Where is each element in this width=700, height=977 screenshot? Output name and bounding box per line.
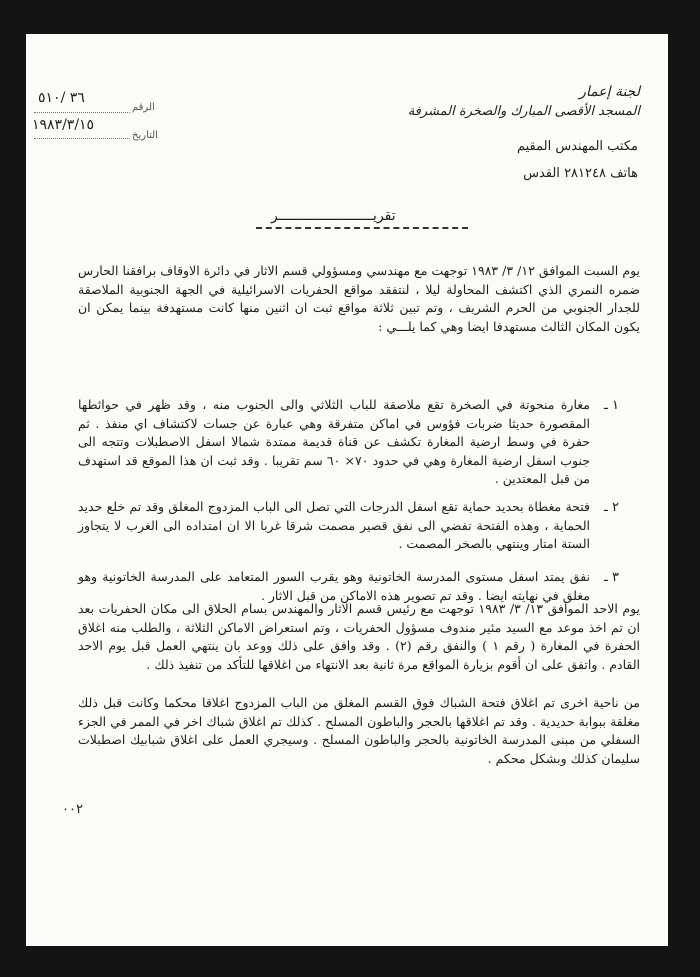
title-underline <box>256 227 468 229</box>
report-title: تقريـــــــــــــــــــــــر <box>271 208 396 224</box>
intro-paragraph: يوم السبت الموافق ١٢/ ٣/ ١٩٨٣ توجهت مع مهندسي ومسؤولي قسم الاثار في دائرة الاوقاف برافقنا الحارس ضمره النمري الذي اكتشف المحاولة ليلا ، لنتفقد مواقع الحفريات الاسرائيلية في الجهة الجنوبية الملاصقة للجدار الجنوبي من الحرم الشريف ، وتم تبين ثلاثة مواقع ثبت ان اثنين منها كانت مستهدفة بينما يمكن ان يكون المكان الثالث مستهدفا ايضا وهي كما يلـــي : <box>78 263 641 334</box>
reference-number: ٣٦ /٥١٠ <box>38 90 85 106</box>
phone-line: هاتف ٢٨١٢٤٨ القدس <box>523 166 638 181</box>
document-page <box>26 34 668 946</box>
item-1-paragraph: مغارة منحوتة في الصخرة تقع ملاصقة للباب الثلاثي والى الجنوب منه ، وقد ظهر في حوائطها المقصورة حديثا ضربات فؤوس في اماكن متفرقة وهي عبارة عن جسات لاكتشاف اي منفذ . ثم حفرة في وسط ارضية المغارة تكشف عن قناة قديمة ممتدة شمالا اسفل الاصطبلات وتتجه الى جنوب اسفل ارضية المغارة وهي في حدود ٧٠× ٦٠ سم تقريبا . وقد ثبت ان هذا الموقع قد استهدف من قبل المعتدين . <box>78 397 590 487</box>
organization-subtitle: المسجد الأقصى المبارك والصخرة المشرفة <box>407 104 640 119</box>
item-3-paragraph: نفق يمتد اسفل مستوى المدرسة الخاتونية وهو يقرب السور المتعامد على المدرسة الخاتونية وهو مغلق في نهايته ايضا . وقد تم تصوير هذه الاماكن من قبل الاثار . <box>78 569 590 603</box>
reference-rule <box>34 112 130 113</box>
date-label: التاريخ <box>132 130 158 141</box>
item-2-paragraph: فتحة مغطاة بحديد حماية تقع اسفل الدرجات التي تصل الى الباب المزدوج المغلق وقد تم خلع حديد الحماية ، وهذه الفتحة تفضي الى نفق قصير مصمت شرقا غربا الا ان امتداده الى الغرب لا يتجاوز الستة امتار وينتهي بالصخر المصمت . <box>78 499 590 552</box>
item-number-1: ١ ـ <box>604 398 619 413</box>
reference-label: الرقم <box>132 102 155 113</box>
page-code: ٠٠٢ <box>62 802 83 817</box>
organization-name: لجنة إعمار <box>579 84 640 100</box>
closing-paragraph: من ناحية اخرى تم اغلاق فتحة الشباك فوق القسم المغلق من الباب المزدوج اغلاقا محكما وكانت قبل ذلك مغلقة ببوابة حديدية . وقد تم اغلاقها بالحجر والباطون المسلح . كذلك تم اغلاق شباك اخر في الممر في الجزء السفلي من مبنى المدرسة الخاتونية بالحجر والباطون المسلح . وسيجري العمل على اغلاق شبابيك اصطبلات سليمان كذلك وبشكل محكم . <box>78 695 640 766</box>
date-rule <box>34 138 130 139</box>
sunday-visit-paragraph: يوم الاحد الموافق ١٣/ ٣/ ١٩٨٣ توجهت مع رئيس قسم الاثار والمهندس بسام الحلاق الى مكان الحفريات بعد ان تم اخذ موعد مع السيد مئير مندوف مسؤول الحفريات ، وتم استعراض الاماكن الثلاثة ، والطلب منه اغلاق الحفرة في المغارة ( رقم ١ ) والنفق رقم (٢) . وقد وافق على ذلك ووعد بان ينتهي العمل قبل يوم الاحد القادم . واتفق على ان أقوم بزيارة المواقع مرة ثانية بعد الانتهاء من اغلاقها للتأكد من تنفيذ ذلك . <box>78 601 641 672</box>
item-number-3: ٣ ـ <box>604 570 619 585</box>
item-number-2: ٢ ـ <box>604 500 619 515</box>
office-name: مكتب المهندس المقيم <box>516 139 638 154</box>
date-value: ١٩٨٣/٣/١٥ <box>32 117 95 133</box>
